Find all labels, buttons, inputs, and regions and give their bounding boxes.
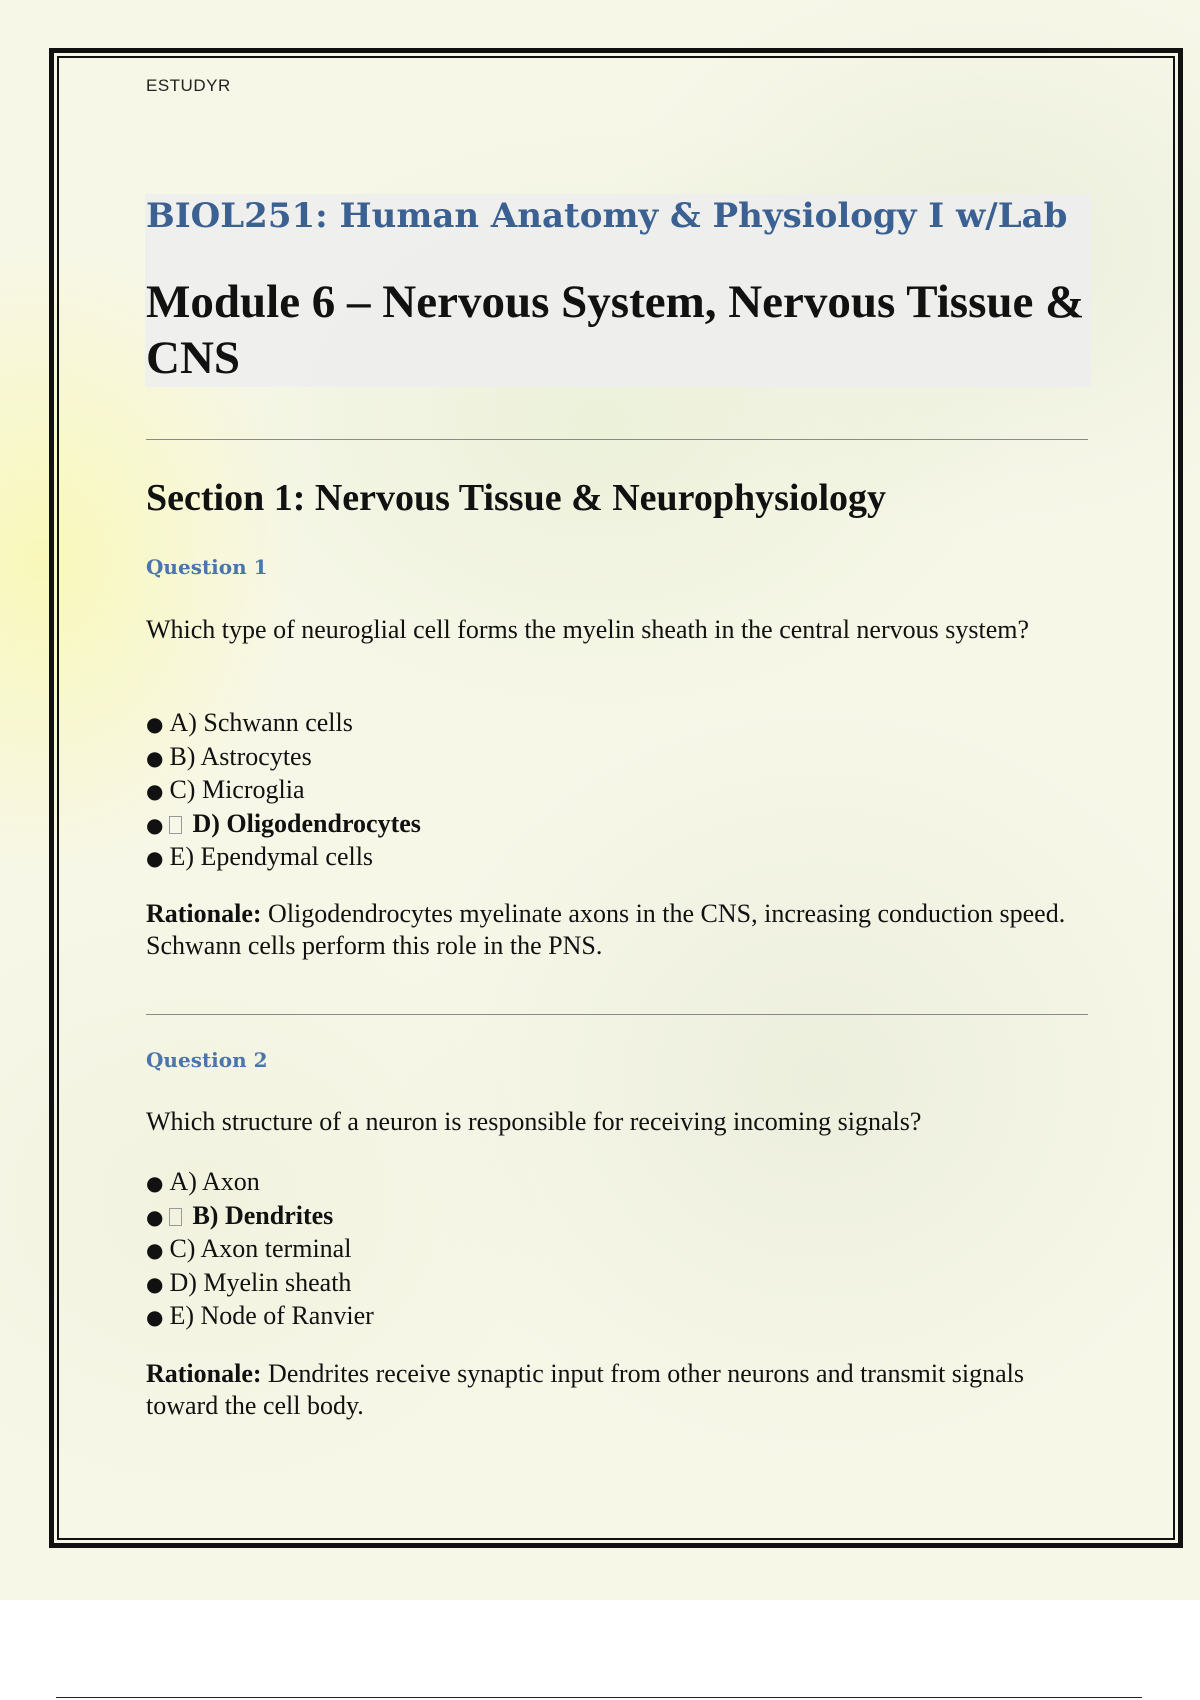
option-label: B) Dendrites bbox=[192, 1200, 334, 1230]
question-2-rationale bbox=[146, 1358, 1086, 1422]
question-2-text: Which structure of a neuron is responsible for receiving incoming signals? bbox=[146, 1107, 922, 1136]
question-1-label: Question 1 bbox=[146, 555, 268, 579]
question-1-text: Which type of neuroglial cell forms the myelin sheath in the central nervous system? bbox=[146, 615, 1030, 644]
option-item bbox=[146, 1166, 374, 1200]
bullet-icon: ● bbox=[146, 846, 164, 870]
rationale-label: Rationale: bbox=[146, 899, 262, 928]
divider bbox=[146, 1014, 1088, 1015]
option-label: B) Astrocytes bbox=[169, 741, 312, 771]
option-label: E) Ependymal cells bbox=[169, 842, 374, 871]
rationale-text: Oligodendrocytes myelinate axons in the CNS, increasing conduction speed. Schwann cells perform this role in the PNS. bbox=[146, 899, 1066, 960]
bullet-icon: ● bbox=[146, 745, 164, 770]
checkmark-placeholder-icon bbox=[169, 1208, 182, 1226]
option-item bbox=[146, 1233, 374, 1267]
checkmark-placeholder-icon bbox=[169, 816, 182, 834]
question-1-options bbox=[146, 707, 421, 875]
bullet-icon: ● bbox=[146, 779, 164, 803]
footer-divider bbox=[56, 1697, 1142, 1698]
option-item-correct bbox=[146, 1200, 374, 1234]
option-item bbox=[146, 1267, 374, 1301]
bullet-icon: ● bbox=[146, 1271, 164, 1296]
option-item-correct bbox=[146, 808, 421, 842]
question-1-rationale bbox=[146, 898, 1086, 962]
rationale-label: Rationale: bbox=[146, 1359, 262, 1388]
option-item bbox=[146, 1300, 374, 1334]
option-label: A) Axon bbox=[169, 1167, 260, 1196]
option-label: D) Myelin sheath bbox=[169, 1267, 352, 1297]
bullet-icon: ● bbox=[146, 812, 164, 837]
bullet-icon: ● bbox=[146, 1305, 164, 1329]
divider bbox=[146, 439, 1088, 440]
question-2-options bbox=[146, 1166, 374, 1334]
option-label: C) Axon terminal bbox=[169, 1234, 352, 1263]
option-item bbox=[146, 707, 421, 741]
option-item bbox=[146, 841, 421, 875]
option-label: A) Schwann cells bbox=[169, 708, 353, 737]
option-item bbox=[146, 741, 421, 775]
option-item bbox=[146, 774, 421, 808]
brand-label: ESTUDYR bbox=[146, 76, 231, 95]
bullet-icon: ● bbox=[146, 1204, 164, 1229]
option-label: C) Microglia bbox=[169, 775, 305, 804]
bullet-icon: ● bbox=[146, 1171, 164, 1195]
option-label: E) Node of Ranvier bbox=[169, 1301, 374, 1330]
option-label: D) Oligodendrocytes bbox=[192, 808, 421, 838]
bullet-icon: ● bbox=[146, 712, 164, 736]
bullet-icon: ● bbox=[146, 1238, 164, 1262]
question-2-label: Question 2 bbox=[146, 1048, 268, 1072]
rationale-text: Dendrites receive synaptic input from other neurons and transmit signals toward the cell body. bbox=[146, 1359, 1025, 1420]
section-title: Section 1: Nervous Tissue & Neurophysiology bbox=[146, 477, 887, 519]
module-title: Module 6 – Nervous System, Nervous Tissue & CNS bbox=[146, 276, 1085, 384]
course-title: BIOL251: Human Anatomy & Physiology I w/Lab bbox=[146, 196, 1068, 236]
